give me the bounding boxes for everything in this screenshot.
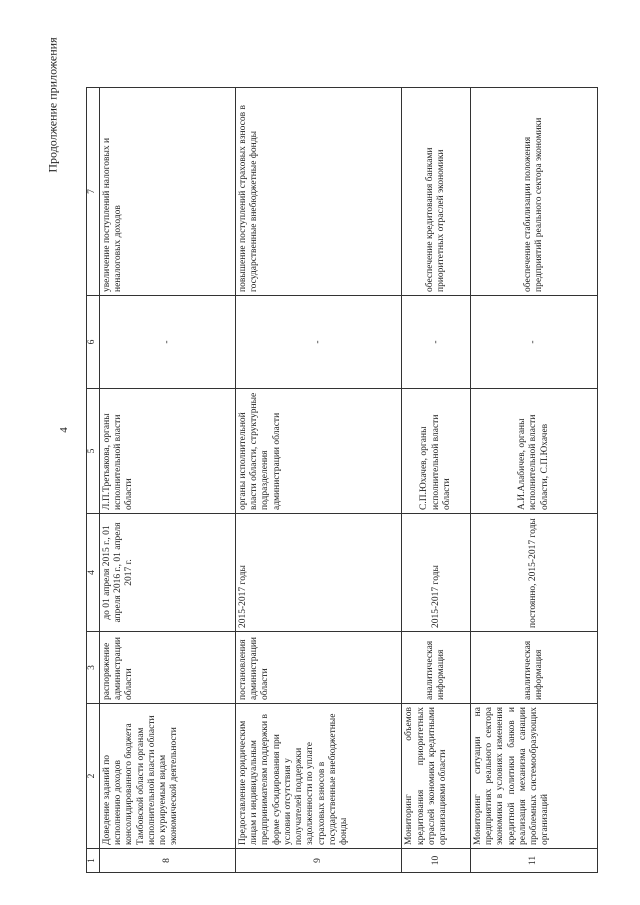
col6-cell: - [470,296,597,389]
task-cell: Мониторинг объемов кредитования приоритетных отраслей экономики кредитными организациями области [402,704,471,849]
table-row [402,88,471,873]
caption-text: Продолжение приложения [45,37,60,173]
row-number: 10 [402,849,471,873]
row-number: 9 [236,849,402,873]
result-cell: обеспечение стабилизации положения предприятий реального сектора экономики [470,88,597,296]
column-header: 2 [87,704,100,849]
table-container [86,88,598,873]
task-cell: Предоставление юридическим лицам и индивидуальным предпринимателям поддержки в форме субсидирования при условии отсутствия у получателей поддержки задолженности по уплате страховых взносов в государственные внебюджетные фонды [236,704,402,849]
term-cell: 2015-2017 годы [236,514,402,632]
row-number: 11 [470,849,597,873]
plan-table [86,87,598,873]
term-cell: 2015-2017 годы [402,514,471,632]
result-cell: повышение поступлений страховых взносов в государственные внебюджетные фонды [236,88,402,296]
column-header: 6 [87,296,100,389]
page-caption [38,20,68,190]
page-number-text: 4 [58,427,70,433]
responsible-cell: А.И.Алабичев, органы исполнительной власти области, С.П.Юхачев [470,389,597,514]
row-number: 8 [100,849,236,873]
col6-cell: - [402,296,471,389]
column-header: 4 [87,514,100,632]
table-row [100,88,236,873]
column-header: 7 [87,88,100,296]
responsible-cell: органы исполнительной власти области, структурные подразделения администрации области [236,389,402,514]
column-header: 5 [87,389,100,514]
col6-cell: - [100,296,236,389]
table-row [236,88,402,873]
term-cell: постоянно, 2015-2017 годы [470,514,597,632]
result-cell: обеспечение кредитования банками приоритетных отраслей экономики [402,88,471,296]
rotated-table-wrapper [86,88,598,873]
document-cell: аналитическая информация [402,632,471,704]
header-row [87,88,100,873]
result-cell: увеличение поступлений налоговых и неналоговых доходов [100,88,236,296]
table-row [470,88,597,873]
document-cell: распоряжение администрации области [100,632,236,704]
responsible-cell: С.П.Юхачев, органы исполнительной власти области [402,389,471,514]
document-cell: постановления администрации области [236,632,402,704]
responsible-cell: Л.П.Третьякова, органы исполнительной власти области [100,389,236,514]
column-header: 1 [87,849,100,873]
page-number [54,420,74,440]
document-cell: аналитическая информация [470,632,597,704]
column-header: 3 [87,632,100,704]
task-cell: Доведение заданий по исполнению доходов консолидированного бюджета Тамбовской области органам исполнительной власти области по курируемым видам экономической деятельности [100,704,236,849]
term-cell: до 01 апреля 2015 г., 01 апреля 2016 г., 01 апреля 2017 г. [100,514,236,632]
task-cell: Мониторинг ситуации на предприятиях реального сектора экономики в условиях изменения кредитной политики банков и реализация механизма санации проблемных системообразующих организаций [470,704,597,849]
col6-cell: - [236,296,402,389]
